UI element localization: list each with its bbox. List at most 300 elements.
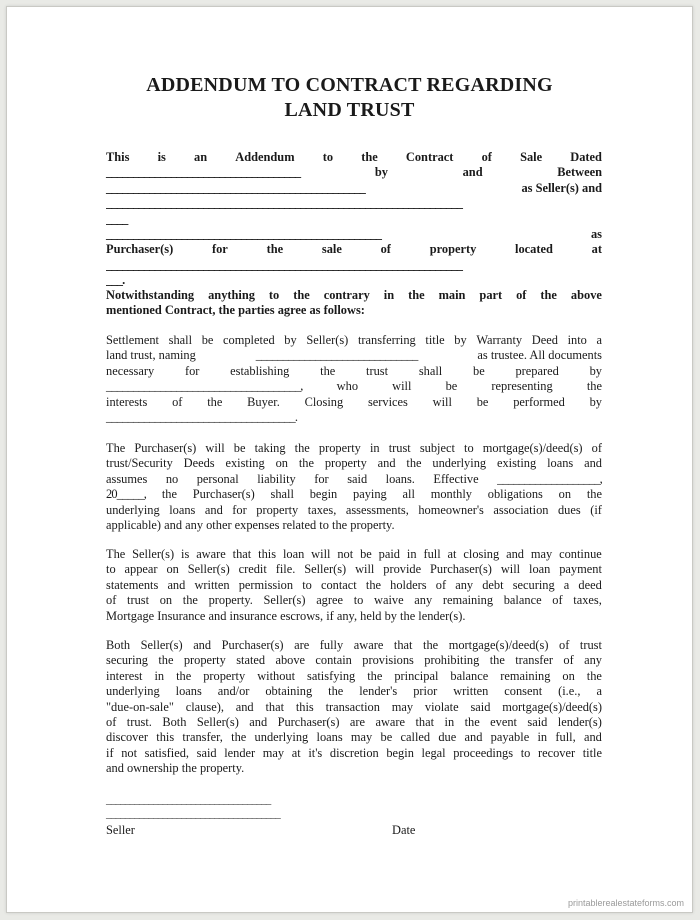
word: Purchaser(s) [221,638,284,652]
para4-line-6 [106,715,602,730]
word: will [311,547,331,561]
word[interactable]: ___________________, [497,471,602,486]
word: on [558,487,572,502]
word: may [262,745,285,760]
intro-blank-line-4[interactable]: __________________________________________________________________ [106,196,463,211]
word: that [415,714,435,729]
word: prepared [515,363,559,378]
word: lender [224,745,256,760]
word: establishing [230,363,290,378]
word: of [435,577,447,592]
word: the [361,150,378,164]
word: debt [482,577,504,592]
word: and [464,730,483,745]
word: without [257,668,296,683]
word: Seller(s) [196,714,239,729]
word: main [438,288,466,302]
para4-line-5 [106,700,602,715]
word[interactable]: ____________________________________, [106,379,303,394]
word: trust. [126,714,152,729]
word: interests [106,394,148,409]
word: sale [321,242,342,257]
notwithstanding-text: mentioned Contract, the parties agree as follows: [106,303,365,318]
word: permission [238,577,294,592]
word: subject [419,441,455,455]
intro-line-7 [106,242,602,257]
word: by [589,363,602,378]
word: that [265,699,285,714]
word: and [193,638,212,652]
word: Dated [570,150,602,164]
word: be [380,730,393,745]
word: underlying [432,456,487,471]
word: of [563,653,574,668]
notwithstanding-line-2 [106,303,602,318]
word: legal [421,745,446,760]
word: personal [196,471,239,486]
word: Seller(s) [263,593,306,608]
word: the [406,456,422,471]
para3-line-5-text: Mortgage Insurance and insurance escrows, if any, held by the lender(s). [106,608,466,623]
word: property [318,441,361,455]
word: trust [388,441,411,455]
word: the [158,653,174,668]
word: Settlement [106,333,159,347]
word: written [194,577,230,592]
word: Deeds [183,456,215,471]
para4-line-8 [106,746,602,761]
purchaser-trust-paragraph [106,441,602,533]
word: in [369,441,380,455]
word: Purchaser(s) [192,487,255,502]
seller-signature-line[interactable]: ___________________________________ [106,794,271,806]
word: may [391,699,414,714]
word: contrary [323,288,370,302]
word: to [464,441,474,455]
word: loan [282,547,305,561]
word: will [392,379,412,394]
word: and [584,456,602,471]
word: full, [555,730,576,745]
word: interest [106,668,143,683]
word: trust [127,593,150,608]
word: and/or [217,684,250,699]
word: The [106,547,126,561]
para1-line-3 [106,364,602,379]
word: will [355,562,375,577]
word: discover [106,730,148,745]
word: in [537,730,548,745]
purchaser-blank[interactable]: ___________________________________________________ [106,226,382,241]
date-signature-line[interactable]: _____________________________________ [106,808,280,820]
word: not [121,745,138,760]
word: the [408,288,425,302]
word: trust [579,638,602,652]
word: violate [424,699,459,714]
word: at [291,745,301,760]
word: anything [208,288,255,302]
word: a [596,333,602,347]
word: a [563,577,570,592]
word: assumes [106,471,148,486]
word: principal [394,668,439,683]
word: if [106,745,114,760]
para3-line-4 [106,593,602,608]
watermark: printablerealestateforms.com [567,898,684,908]
seller-blank[interactable]: ________________________________________________ [106,180,365,195]
word: to [106,562,116,577]
word: contain [315,653,352,668]
word: property [183,653,226,668]
word: to [322,150,334,164]
word: that [393,638,413,652]
word: not [337,547,354,561]
word: Addendum [235,150,295,164]
para3-line-5 [106,609,602,624]
word: for [184,363,200,378]
para3-line-1 [106,547,602,562]
word: existing [496,456,537,471]
word: trust/Security [106,456,173,471]
word: called [400,730,431,745]
word: contact [320,577,357,592]
word: appear [124,562,158,577]
para1-line-4 [106,379,602,394]
word: full [423,547,441,561]
word: loans. [385,471,415,486]
word: property [256,502,299,517]
word: services [367,394,408,409]
word: aware [196,547,226,561]
word: monthly [430,487,472,502]
word: and [506,547,524,561]
word: are [349,714,366,729]
word: part [479,288,503,302]
word: in [383,288,395,302]
word: by [284,333,297,347]
word: title [425,333,445,347]
intro-blank-line-5[interactable]: ____ [106,211,128,226]
word: performed [513,394,565,409]
word: underlying [254,730,309,745]
intro-line-9[interactable]: ___. [106,273,125,288]
word: the [328,684,344,699]
notwithstanding-block [106,288,602,319]
para2-line-5 [106,503,602,518]
word: be [233,441,246,455]
word: continue [559,547,602,561]
para1-line-6 [106,410,602,425]
word: the [176,668,192,683]
word: obtaining [265,684,313,699]
para4-line-7 [106,730,602,745]
word: paying [353,487,387,502]
word: any [584,653,602,668]
para2-line-4 [106,487,602,502]
date-label: Date [392,823,416,837]
word: balance [450,668,489,683]
para4-line-1 [106,638,602,653]
title-line-2: LAND TRUST [284,99,415,121]
word: the [586,487,602,502]
word: transferring [357,333,416,347]
word: This [106,150,130,164]
word: Closing [304,394,344,409]
due-on-sale-paragraph [106,638,602,777]
word: proceedings [453,745,514,760]
word: shall [270,487,294,502]
word: on [562,668,575,683]
word: lender's [359,684,398,699]
word: Deed [531,333,558,347]
word: may [350,730,373,745]
word: taking [254,441,286,455]
word: mortgage(s)/deed(s) [502,699,602,714]
word: Effective [433,471,479,486]
word: representing [491,379,553,394]
word: the [586,379,602,394]
word: for [232,502,247,517]
word: transfer, [182,730,223,745]
word: a [596,684,602,699]
word: will [500,562,521,577]
word: and [583,730,602,745]
word: and [249,714,268,729]
intro-as: as [590,226,602,241]
word: statements [106,577,159,592]
word: "due-on-sale" [106,699,174,714]
word: clause), [185,699,224,714]
word: provisions [362,653,414,668]
para2-line-6 [106,518,602,533]
word: an [194,150,208,164]
word: aware [375,714,406,729]
word: of [106,714,117,729]
word: Seller(s) [187,562,230,577]
document-page [6,6,693,913]
para2-line-6-text: applicable) and any other expenses related to the property. [106,517,395,532]
para4-line-9-text: and ownership the property. [106,761,245,776]
word: aware [353,638,384,652]
word: necessary [106,363,155,378]
word: in [154,668,165,683]
word: and [377,456,396,471]
word: to [302,577,312,592]
word: the [365,577,382,592]
seller-awareness-paragraph [106,547,602,624]
word: prior [413,684,438,699]
word: by [454,333,467,347]
word: who [336,379,359,394]
word: loans [547,456,574,471]
word: mortgage(s)/deed(s) [482,441,583,455]
word: the [293,288,310,302]
property-location-blank[interactable]: __________________________________________________________________ [106,257,463,272]
word: be [201,333,214,347]
word: may [530,547,553,561]
word: the [464,714,480,729]
word: Purchaser(s) [106,242,174,257]
word: Seller(s) [306,333,349,347]
word: dues [557,502,581,517]
word: Sale [520,150,543,164]
word: Seller(s) [140,638,183,652]
word: is [157,150,166,164]
word: The [106,441,126,455]
word: shall [168,333,193,347]
word: paid [378,547,401,561]
word: completed [223,333,275,347]
word: will [432,394,452,409]
word: Warranty [476,333,523,347]
para4-line-9 [106,761,602,776]
word: loans [169,502,196,517]
word: the [367,668,383,683]
word: property [324,456,367,471]
word: recover [537,745,576,760]
word: provide [383,562,422,577]
word: balance [503,593,542,608]
word: be [445,379,458,394]
word: the [161,487,177,502]
settlement-paragraph [106,333,602,425]
word: of [559,638,570,652]
word: and [235,699,254,714]
word: obligations [487,487,543,502]
intro-line-1 [106,150,602,165]
word: to [268,288,280,302]
word: liability [257,471,296,486]
word: of [172,394,183,409]
word: assessments, [345,502,409,517]
word: Notwithstanding [106,288,195,302]
word: in [444,714,455,729]
word: property. [208,593,253,608]
word: and [204,502,223,517]
word: this [258,547,277,561]
para4-line-3 [106,669,602,684]
word: begin [309,487,338,502]
word: of [481,150,492,164]
word: is [181,547,190,561]
para1-line-2 [106,348,602,363]
word: Buyer. [247,394,280,409]
word: mortgage(s)/deed(s) [448,638,549,652]
word: due [438,730,457,745]
word: to [520,745,531,760]
word: property [429,242,477,257]
word: on [159,593,173,608]
intro-line-3 [106,181,602,196]
word: remaining [442,593,494,608]
word: the [207,394,223,409]
word: discretion [329,745,379,760]
word: prohibiting [424,653,480,668]
word: lender(s) [557,714,602,729]
intro-line-6 [106,227,602,242]
document-title [7,73,692,123]
para1-line-1 [106,333,602,348]
word: the [182,593,198,608]
word: any [455,577,474,592]
word: loans [316,730,343,745]
word: the [266,242,284,257]
word: payment [559,562,602,577]
word: existing [225,456,265,471]
word[interactable]: ______________________________ [255,348,418,363]
word: remaining [500,668,551,683]
word: that [232,547,252,561]
word: above [275,653,306,668]
word: the [489,653,505,668]
word: of [552,593,563,608]
word: the [298,456,314,471]
intro-as-seller: as Seller(s) and [521,180,602,195]
word: will [205,441,225,455]
word: title [582,745,602,760]
para3-line-3 [106,578,602,593]
word: Purchaser(s) [277,714,340,729]
word: and [167,577,186,592]
word: said [527,714,548,729]
seller-label: Seller [106,823,135,837]
closing-services-blank[interactable]: ___________________________________. [106,409,298,424]
word: waive [374,593,404,608]
word: begin [386,745,414,760]
word: underlying [106,502,160,517]
intro-by: by [374,165,388,180]
word: of [106,593,117,608]
word: the [540,288,557,302]
word: be [473,363,485,378]
para4-line-2 [106,653,602,668]
word: transaction [325,699,380,714]
word: stated [236,653,266,668]
word: securing [106,653,148,668]
word: above [570,288,602,302]
word: shall [418,363,443,378]
para2-line-1 [106,441,602,456]
para2-line-2 [106,456,602,471]
intro-line-2 [106,165,602,180]
word: Purchaser(s) [430,562,492,577]
seller-name-blank[interactable]: ____________________________________ [106,165,301,180]
word: payable [490,730,530,745]
word: for [314,471,329,486]
word: consent [504,684,543,699]
word: by [589,394,602,409]
word: be [360,547,372,561]
word: at [447,547,457,561]
word: credit [238,562,267,577]
word: Both [106,638,131,652]
word: as trustee. All documents [477,348,602,363]
word: to [353,593,364,608]
word: land trust, naming [106,348,196,363]
word: holders [390,577,427,592]
word: at [591,242,602,257]
word: are [294,638,310,652]
word: securing [512,577,555,592]
word: the [231,730,247,745]
word: association [493,502,549,517]
word: (if [590,502,602,517]
word: located [515,242,553,257]
word: taxes, [307,502,337,517]
word: said [196,745,217,760]
word: no [165,471,179,486]
word: the [294,441,310,455]
